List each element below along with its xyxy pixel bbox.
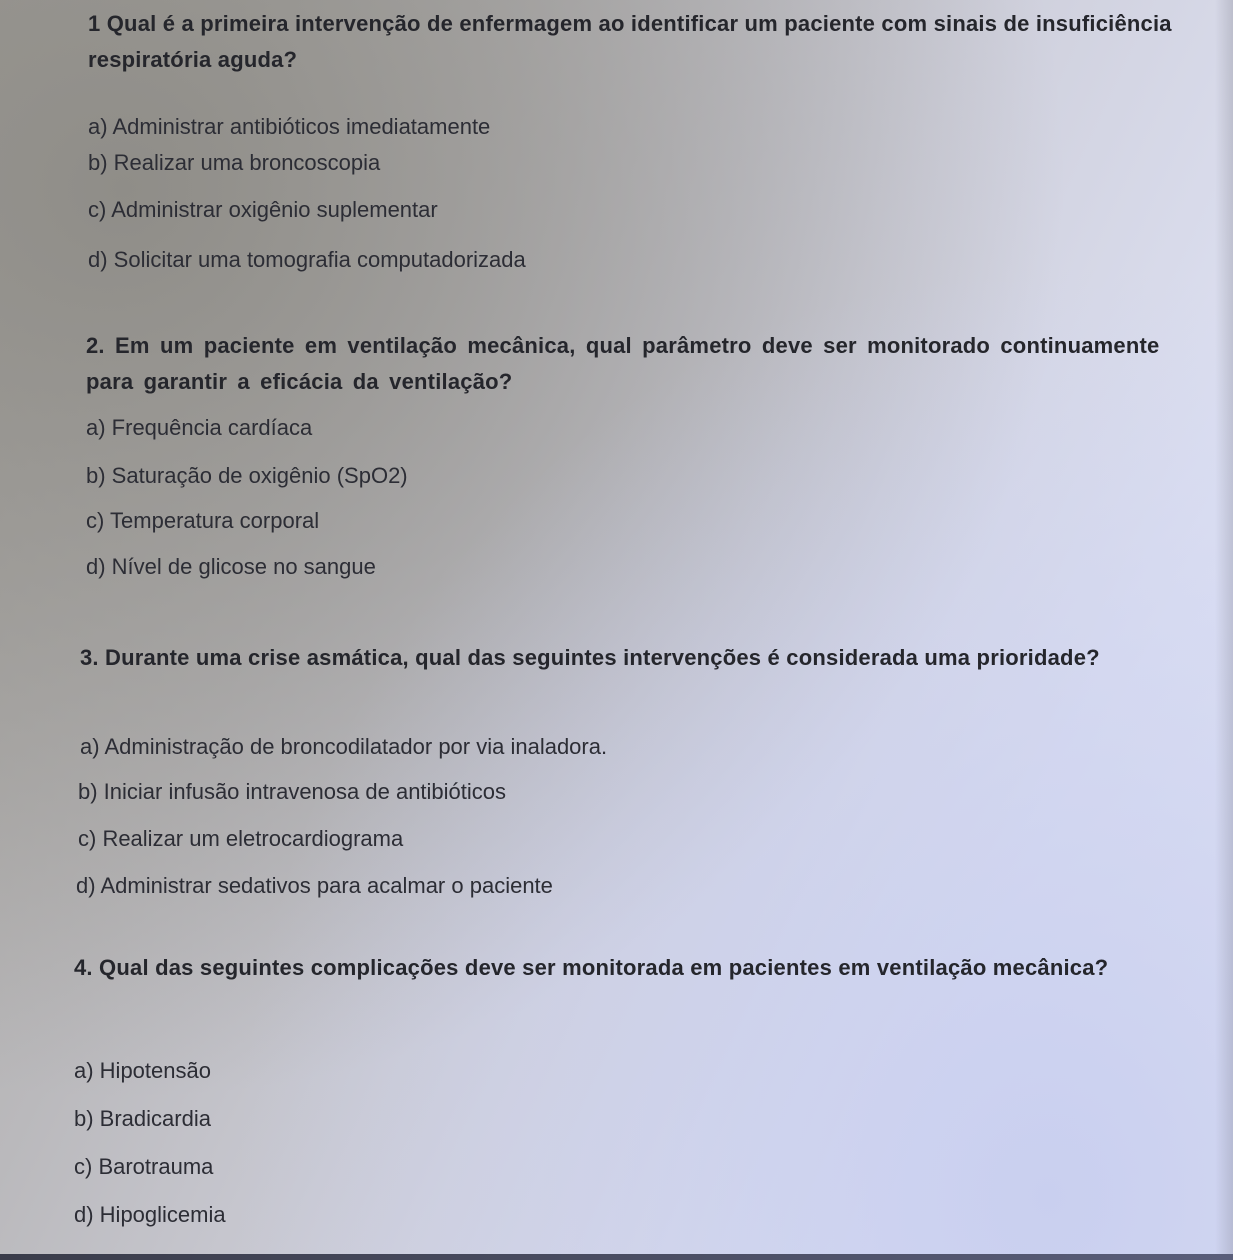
question-3-text: 3. Durante uma crise asmática, qual das seguintes intervenções é considerada uma prioridade? xyxy=(80,645,1100,670)
question-4-text: 4. Qual das seguintes complicações deve ser monitorada em pacientes em ventilação mecânica? xyxy=(74,955,1109,980)
question-2-option-a: a) Frequência cardíaca xyxy=(86,415,313,440)
question-1-option-c: c) Administrar oxigênio suplementar xyxy=(88,197,438,222)
question-2-option-b: b) Saturação de oxigênio (SpO2) xyxy=(86,463,408,488)
bottom-edge xyxy=(0,1254,1233,1260)
question-4-option-d: d) Hipoglicemia xyxy=(74,1202,226,1227)
question-3-option-d: d) Administrar sedativos para acalmar o paciente xyxy=(76,873,553,898)
question-3-option-c: c) Realizar um eletrocardiograma xyxy=(78,826,404,851)
question-2-option-c: c) Temperatura corporal xyxy=(86,508,320,533)
question-4-option-a: a) Hipotensão xyxy=(74,1058,211,1083)
page-edge-shadow xyxy=(1215,0,1233,1260)
question-2-text: 2. Em um paciente em ventilação mecânica, qual parâmetro deve ser monitorado continuamente para garantir a eficácia da ventilação? xyxy=(86,333,1160,394)
question-4-option-b: b) Bradicardia xyxy=(74,1106,211,1131)
question-2-option-d: d) Nível de glicose no sangue xyxy=(86,554,376,579)
question-1-option-d: d) Solicitar uma tomografia computadorizada xyxy=(88,247,526,272)
question-4-option-c: c) Barotrauma xyxy=(74,1154,214,1179)
question-1-option-a: a) Administrar antibióticos imediatamente xyxy=(88,114,491,139)
question-1-text: 1 Qual é a primeira intervenção de enfermagem ao identificar um paciente com sinais de insuficiência respiratória aguda? xyxy=(88,11,1172,72)
question-3-option-b: b) Iniciar infusão intravenosa de antibióticos xyxy=(78,779,507,804)
question-1-option-b: b) Realizar uma broncoscopia xyxy=(88,150,381,175)
question-3-option-a: a) Administração de broncodilatador por via inaladora. xyxy=(80,734,608,759)
